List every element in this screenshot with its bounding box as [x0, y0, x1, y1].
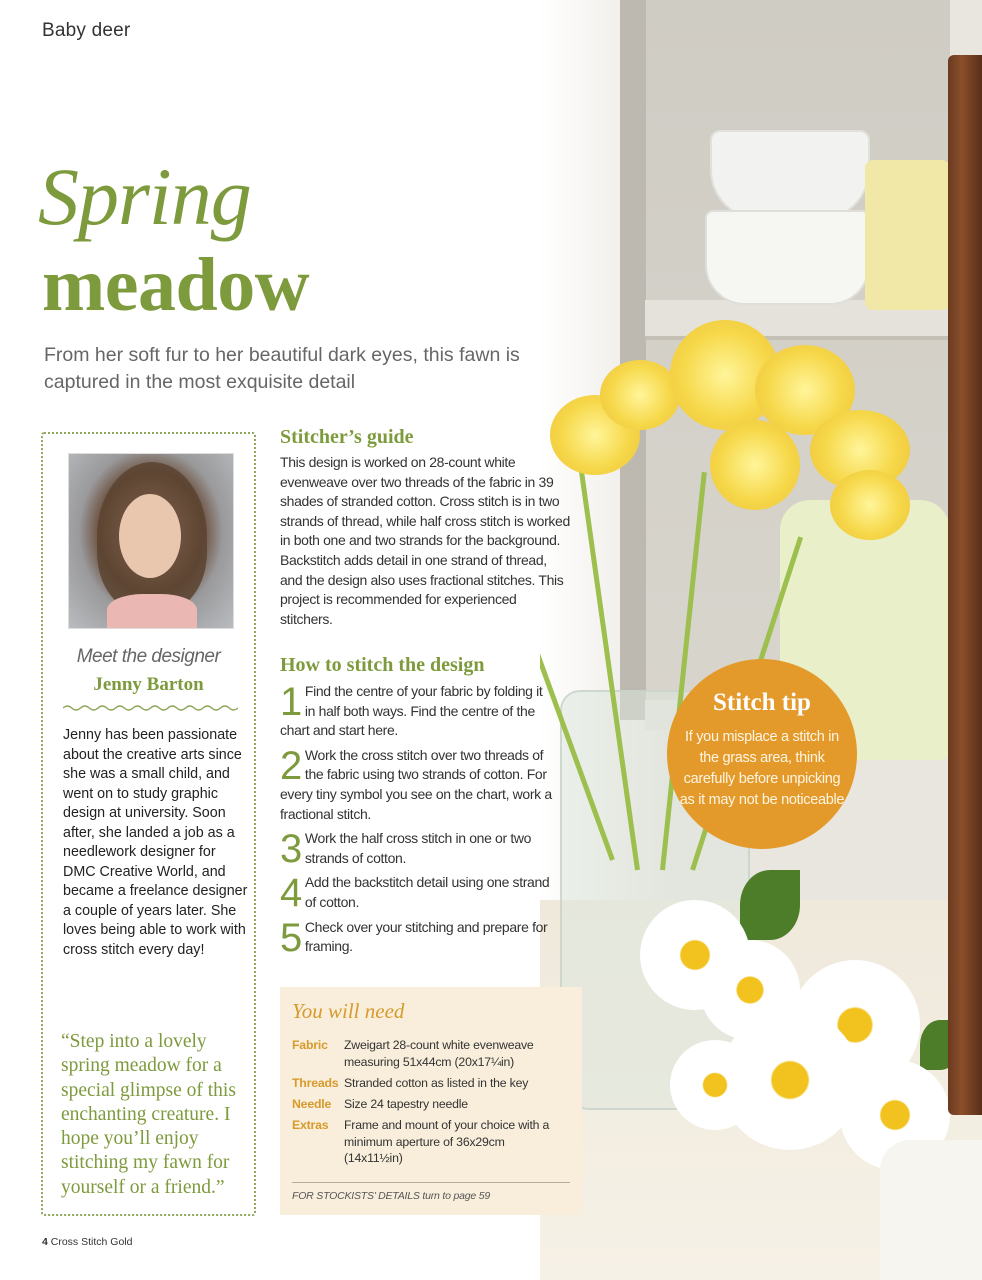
bowl	[710, 130, 870, 220]
stitch-tip-body: If you misplace a stitch in the grass area, think carefully before unpicking as it may not be noticeable	[679, 729, 845, 808]
page-number: 4	[42, 1236, 48, 1248]
how-to-steps	[280, 682, 555, 962]
white-pot	[880, 1140, 982, 1280]
step-item	[280, 682, 555, 741]
stitch-tip-heading: Stitch tip	[713, 689, 811, 716]
step-number: 5	[280, 915, 302, 960]
need-value: Frame and mount of your choice with a minimum aperture of 36x29cm (14x11½in)	[344, 1118, 550, 1165]
stitchers-guide-body: This design is worked on 28-count white evenweave over two threads of the fabric in 39 shades of stranded cotton. Cross stitch is in two strands of thread, while half cross stitch is worked in both one and two strands for the background. Backstitch adds detail in one strand of thread, and the design also uses fractional stitches. This project is recommended for experienced stitchers.	[280, 454, 570, 627]
how-to-heading: How to stitch the design	[280, 654, 485, 676]
need-value: Zweigart 28-count white evenweave measuring 51x44cm (20x17¼in)	[344, 1038, 534, 1069]
page-title-line1: Spring	[38, 151, 251, 242]
need-value: Stranded cotton as listed in the key	[344, 1076, 529, 1090]
meet-designer-label: Meet the designer	[76, 646, 221, 667]
yellow-mug	[865, 160, 950, 310]
designer-quote: “Step into a lovely spring meadow for a special glimpse of this enchanting creature. I hope you’ll enjoy stitching my fawn for yourself or a friend.”	[61, 1031, 236, 1198]
step-text: Work the half cross stitch in one or two strands of cotton.	[304, 830, 532, 866]
need-item-needle	[292, 1096, 572, 1114]
step-item	[280, 871, 555, 916]
step-text: Find the centre of your fabric by folding it in half both ways. Find the centre of the chart and start here.	[280, 683, 543, 739]
section-label: Baby deer	[42, 20, 131, 41]
step-item	[280, 915, 555, 960]
need-label: Extras	[292, 1118, 329, 1132]
designer-bio: Jenny has been passionate about the creative arts since she was a small child, and went on to study graphic design at university. Soon after, she landed a job as a needlework designer for DMC Creative World, and became a freelance designer a couple of years later. She loves being able to work with cross stitch every day!	[63, 727, 248, 958]
need-label: Threads	[292, 1076, 339, 1090]
need-item-fabric	[292, 1037, 572, 1071]
stitchers-guide-heading: Stitcher’s guide	[280, 426, 414, 448]
divider	[292, 1182, 570, 1183]
daisy	[670, 1040, 760, 1130]
need-label: Needle	[292, 1097, 332, 1111]
freesia-bloom	[710, 420, 800, 510]
need-label: Fabric	[292, 1038, 328, 1052]
step-item	[280, 827, 555, 872]
page-folio	[42, 1236, 132, 1248]
freesia-bloom	[600, 360, 680, 430]
bowl	[705, 210, 870, 305]
you-will-need-heading: You will need	[292, 999, 405, 1023]
step-number: 4	[280, 871, 302, 916]
designer-name: Jenny Barton	[93, 674, 204, 695]
stitch-tip-badge	[667, 659, 857, 849]
freesia-bloom	[830, 470, 910, 540]
step-number: 2	[280, 743, 302, 788]
magazine-name: Cross Stitch Gold	[50, 1236, 133, 1248]
step-number: 1	[280, 680, 302, 724]
you-will-need-box	[280, 987, 582, 1215]
leaf	[740, 870, 800, 940]
need-item-extras	[292, 1117, 572, 1167]
step-text: Check over your stitching and prepare for framing.	[304, 918, 548, 955]
standfirst: From her soft fur to her beautiful dark eyes, this fawn is captured in the most exquisite detail	[44, 344, 520, 393]
designer-portrait	[69, 454, 233, 628]
step-text: Work the cross stitch over two threads of the fabric using two strands of cotton. For every tiny symbol you see on the chart, work a fractional stitch.	[280, 746, 552, 822]
step-number: 3	[280, 827, 302, 872]
step-text: Add the backstitch detail using one strand of cotton.	[304, 874, 550, 910]
hero-photo	[540, 0, 982, 1280]
page-title-line2: meadow	[42, 243, 310, 327]
need-item-threads	[292, 1075, 572, 1093]
designer-panel	[41, 432, 256, 1216]
need-value: Size 24 tapestry needle	[344, 1097, 468, 1111]
stockists-note: FOR STOCKISTS’ DETAILS turn to page 59	[292, 1190, 491, 1202]
step-item	[280, 743, 555, 824]
portrait-top	[107, 594, 197, 628]
picture-frame	[948, 55, 982, 1115]
wavy-divider	[63, 704, 238, 712]
portrait-face	[119, 494, 181, 578]
